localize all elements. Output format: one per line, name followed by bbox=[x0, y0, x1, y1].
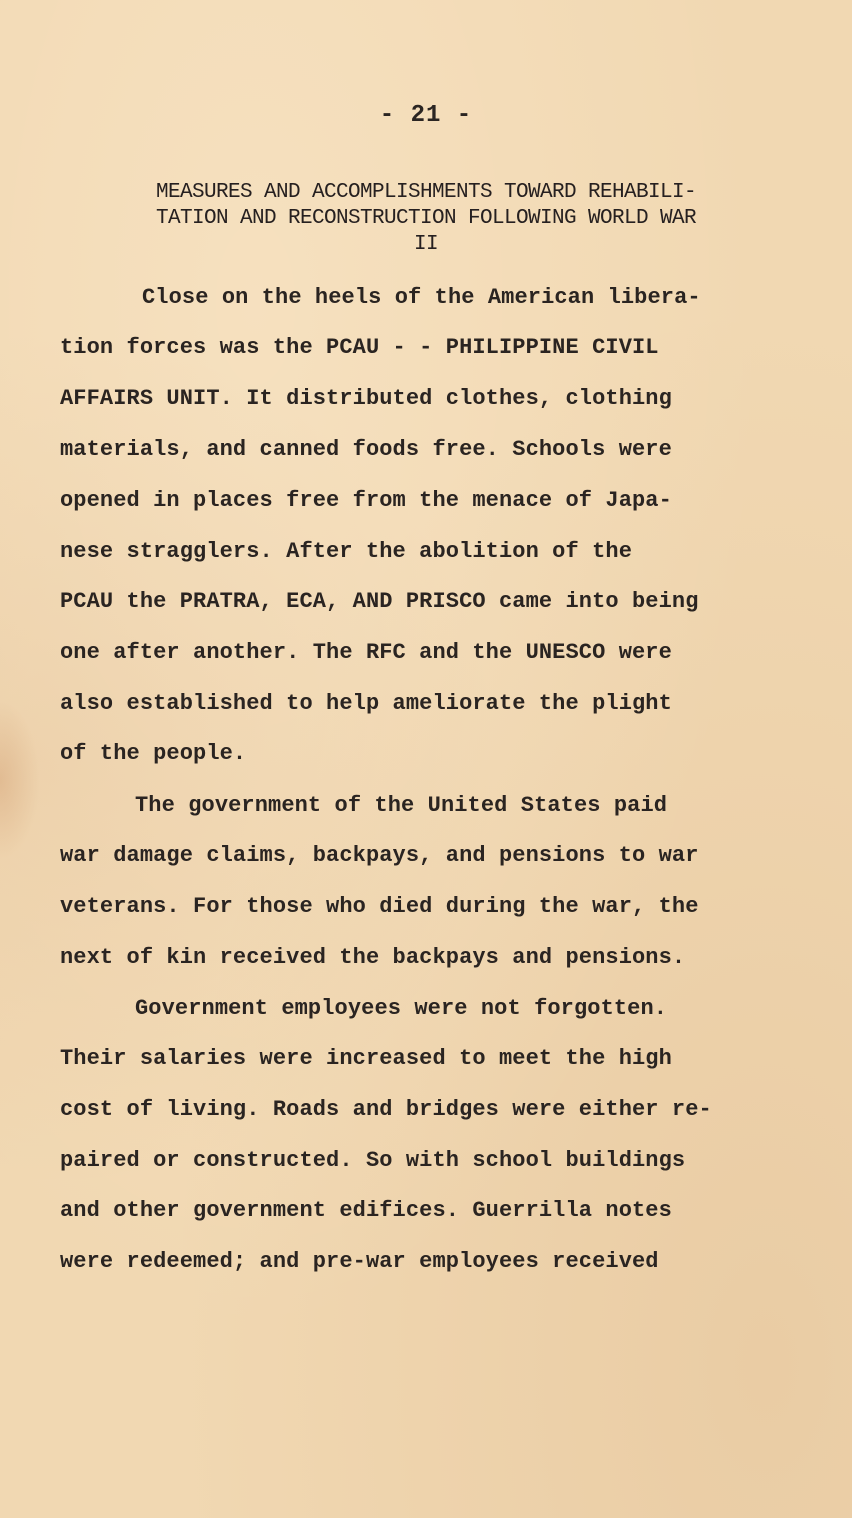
body-line: tion forces was the PCAU - - PHILIPPINE CIVIL bbox=[60, 335, 659, 360]
body-line: Close on the heels of the American libera- bbox=[142, 285, 701, 310]
body-line: Government employees were not forgotten. bbox=[135, 996, 668, 1021]
body-line: paired or constructed. So with school buildings bbox=[60, 1148, 686, 1173]
body-line: veterans. For those who died during the war, the bbox=[60, 894, 699, 919]
body-line: PCAU the PRATRA, ECA, AND PRISCO came into being bbox=[60, 589, 699, 614]
body-line: materials, and canned foods free. Schools were bbox=[60, 437, 672, 462]
section-heading bbox=[46, 180, 806, 258]
body-line: The government of the United States paid bbox=[135, 793, 668, 818]
body-line: war damage claims, backpays, and pensions to war bbox=[60, 843, 699, 868]
body-line: opened in places free from the menace of Japa- bbox=[60, 488, 672, 513]
body-line: next of kin received the backpays and pensions. bbox=[60, 945, 686, 970]
body-line: AFFAIRS UNIT. It distributed clothes, clothing bbox=[60, 386, 672, 411]
paper-stain bbox=[0, 700, 40, 860]
body-line: and other government edifices. Guerrilla notes bbox=[60, 1198, 672, 1223]
body-line: also established to help ameliorate the plight bbox=[60, 691, 672, 716]
heading-line: MEASURES AND ACCOMPLISHMENTS TOWARD REHABILI- bbox=[155, 181, 697, 204]
body-line: nese stragglers. After the abolition of the bbox=[60, 539, 632, 564]
body-line: cost of living. Roads and bridges were either re- bbox=[60, 1097, 712, 1122]
heading-line: II bbox=[413, 233, 438, 256]
heading-line: TATION AND RECONSTRUCTION FOLLOWING WORLD WAR bbox=[155, 207, 697, 230]
page-number: - 21 - bbox=[379, 102, 473, 129]
body-line: one after another. The RFC and the UNESCO were bbox=[60, 640, 672, 665]
body-line: of the people. bbox=[60, 741, 247, 766]
body-line: were redeemed; and pre-war employees received bbox=[60, 1249, 659, 1274]
body-line: Their salaries were increased to meet the high bbox=[60, 1046, 672, 1071]
